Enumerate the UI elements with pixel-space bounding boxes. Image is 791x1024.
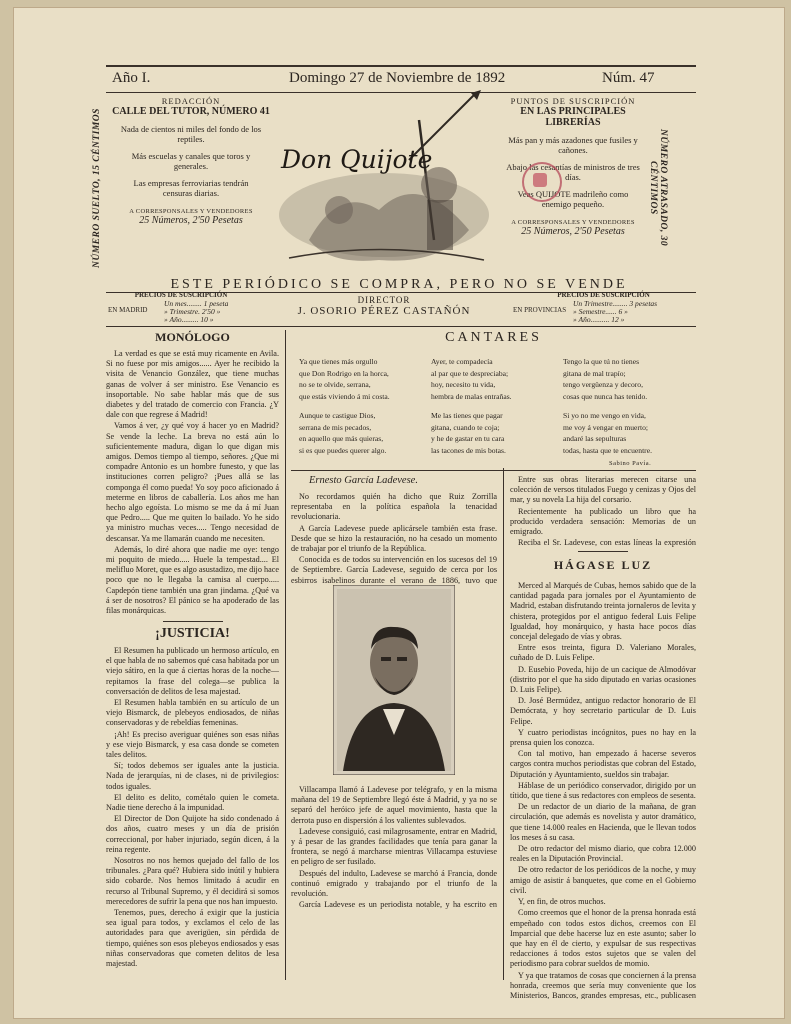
header-right <box>494 96 652 237</box>
paragraph: Entre esos treinta, figura D. Valeriano Morales, cuñado de D. Luis Felipe. <box>510 643 696 663</box>
article-garcia-bottom <box>291 785 497 910</box>
article-title: Ernesto García Ladevese. <box>309 475 418 486</box>
verse: tengo vergüenza y decoro, <box>563 380 643 389</box>
verse: me voy á vengar en muerto; <box>563 422 648 432</box>
article-title: CANTARES <box>445 330 542 345</box>
paragraph: Tenemos, pues, derecho á exigir que la justicia sea igual para todos, y exclamos el celo de las autoridades para que averigüen, sin pérdida de tiempo, quiénes son esos plebeyos endiosados y esas niñas conservadoras que cometen delitos de lesa majestad. <box>106 908 279 969</box>
column-left <box>106 330 279 971</box>
header-left <box>112 96 270 226</box>
column-rule <box>285 330 286 980</box>
motto: ESTE PERIÓDICO SE COMPRA, PERO NO SE VENDE <box>170 277 628 292</box>
verse: Aunque te castigue Dios, <box>299 411 376 420</box>
suscripcion-label: PUNTOS DE SUSCRIPCIÓN <box>510 96 636 106</box>
paragraph: Conocida es de todos su intervención en los sucesos del 19 de Septiembre. García Ladevese, seguido de cerca por los esbirros isabelinos durante el verano de 1886, tuvo que <box>291 555 497 584</box>
year-label: Año I. <box>112 70 151 86</box>
paragraph: Merced al Marqués de Cubas, hemos sabido que de la cantidad pagada para jornales por el Ayuntamiento de Madrid, estaban disfrutando treinta jornaleros de levita y chistera, protegidos por el antiguo federal Luis Felipe Igualdad, hoy monárquico, y hasta hace pocos días concejal delegado de vías y obras. <box>510 581 696 642</box>
masthead-title: Don Quijote <box>281 145 433 174</box>
verse: en aquello que más quieras, <box>299 434 384 443</box>
subs-heading: PRECIOS DE SUSCRIPCIÓN <box>557 291 650 299</box>
slogan: Más escuelas y canales que toros y generales. <box>131 151 251 171</box>
paragraph: Ladevese consiguió, casi milagrosamente, entrar en Madrid, y á pesar de las grandes facilidades que tenía para ganar la frontera, se negó á marcharse mientras Villacampa estuviese en peligro de ser fusilado. <box>291 826 497 867</box>
paragraph: García Ladevese es un periodista notable, y ha escrito en <box>299 900 497 910</box>
verse: todas, hasta que te encuentre. <box>563 445 652 455</box>
article-title: HÁGASE LUZ <box>553 558 653 572</box>
slogan: Abajo las cesantías de ministros de tres días. <box>506 162 640 182</box>
slogan: Nada de cientos ni miles del fondo de los reptiles. <box>120 124 262 144</box>
verse: Me las tienes que pagar <box>431 411 503 420</box>
subs-madrid-label: EN MADRID <box>108 306 148 314</box>
subs-row: » Trimestre. 2'50 » <box>164 307 221 316</box>
article-justicia <box>106 646 279 971</box>
subs-madrid <box>106 289 256 325</box>
paragraph: Sí; todos debemos ser iguales ante la justicia. Nada de jerarquías, ni de clases, ni de privilegios: todos iguales. <box>106 761 279 791</box>
paragraph: Vamos á ver, ¿y qué voy á hacer yo en Madrid? Se vende la leche. La breva no está aún lo suficientemente madura, digan lo que digan mis amigos. Demos tiempo al tiempo, señores. ¿Que mi compadre Antonio es un hombre funesto, y que las instituciones corren peligro? ¡Pues allá se las componga él como pueda! Yo soy poco aficionado á meterme en libros de caballería. Los años me han hecho algo egoísta. Lo mismo se me da á mí Juan que Pedro..... Que me quiten lo bailado. Yo he sido ya ministro muchas veces..... Tengo necesidad de descansar. Ya me llamarán cuando me necesiten. <box>106 421 279 543</box>
paragraph: De otro redactor de los periódicos de la noche, y muy amigo de asistir á banquetes, que come en el Gobierno civil. <box>510 865 696 895</box>
verse: gitana, cuando te coja; <box>431 422 500 432</box>
verse: Ayer, te compadecía <box>431 357 493 366</box>
verse: Ya que tienes más orgullo <box>299 357 378 366</box>
paragraph: Nosotros no nos hemos quejado del fallo de los tribunales. ¿Para qué? Hubiera sido inútil y hubiera sido cobarde. Nos hemos limitado á acudir en recurso al Tribunal Supremo, y él decidirá si somos merecedores de sufrir la pena que nos han impuesto. <box>106 856 279 906</box>
verse: gitana de mal trapío; <box>563 368 626 378</box>
suscripcion-places: EN LAS PRINCIPALES LIBRERÍAS <box>520 106 626 128</box>
paragraph: Y cuatro periodistas incógnitos, pues no hay en la prensa quien los conozca. <box>510 727 696 748</box>
subs-row: » Año.......... 12 » <box>573 315 625 324</box>
paragraph: Además, lo diré ahora que nadie me oye: tengo mi poquito de miedo..... Huele la tempestad.... El melifluo Moret, que es algo asustadizo, me dijo hace poco que no le llegaba la camisa al cuerpo..... Capdepón tiene también una gran jindama. ¿Qué va á ser de nosotros? El pánico se ha apoderado de las filas monárquicas. <box>106 544 279 616</box>
verse: Tengo la que tú no tienes <box>563 357 640 366</box>
stanza <box>431 356 512 402</box>
verse: y he de gastar en tu cara <box>431 434 505 443</box>
portrait-image <box>333 585 455 775</box>
stanza <box>431 410 506 456</box>
paragraph: A García Ladevese puede aplicársele también esta frase. Desde que se hizo la restauración, no ha cesado un momento de trabajar por el triunfo de la República. <box>291 523 497 554</box>
side-price-right: NÚMERO ATRASADO, 30 CÉNTIMOS <box>648 129 668 247</box>
slogan: Veas QUIJOTE madrileño como enemigo pequeño. <box>517 189 629 209</box>
verse: al par que te despreciaba; <box>431 368 509 378</box>
paragraph: Entre sus obras literarias merecen citarse una colección de versos titulados Fuego y cenizas y Ojos del mar, y su novela La hija del corsario. <box>510 475 696 505</box>
issue-date: Domingo 27 de Noviembre de 1892 <box>289 70 506 86</box>
paragraph: El Director de Don Quijote ha sido condenado á dos años, cuatro meses y un día de prisión correccional, por haber injuriado, según dicen, á la reina regente. <box>106 814 279 854</box>
top-rule <box>106 65 696 67</box>
slogan: Las empresas ferroviarias tendrán censuras diarias. <box>133 178 249 198</box>
issue-number: Núm. 47 <box>602 70 655 86</box>
redaccion-address: CALLE DEL TUTOR, NÚMERO 41 <box>112 106 270 117</box>
verse: que Don Rodrigo en la horca, <box>299 368 389 378</box>
corresponsales-label: A CORRESPONSALES Y VENDEDORES <box>129 208 253 215</box>
paragraph: De otro redactor del mismo diario, que cobra 12.000 reales en la Diputación Provincial. <box>510 844 696 864</box>
paragraph: El Resumen habla también en su artículo de un viejo Bismarck, de plebeyos endiosados, de niñas conservadoras y de rebeldías femeninas. <box>106 698 279 728</box>
article-title: ¡JUSTICIA! <box>155 626 230 641</box>
slogan: Más pan y más azadones que fusiles y cañones. <box>508 135 638 155</box>
paragraph: Como creemos que el honor de la prensa honrada está empeñado con todos estos dichos, creemos con El Imparcial que debe hacerse luz en este asunto; saber lo que hay en él de cierto, y expulsar de sus respectivas redacciones á todos estos sujetos que se valen del periodismo para cobrar sueldos de momio. <box>510 908 696 969</box>
director-label: DIRECTOR <box>357 295 411 305</box>
subs-provinces-label: EN PROVINCIAS <box>513 306 567 314</box>
cantares-section <box>291 330 696 467</box>
article-monologo <box>106 349 279 617</box>
section-rule <box>291 470 696 471</box>
verse: si es que puedes querer algo. <box>299 445 387 455</box>
stanza <box>299 410 386 456</box>
column-middle <box>291 475 497 910</box>
article-garcia-top <box>291 492 497 584</box>
column-rule <box>503 468 504 980</box>
verse: hembra de malas entrañas. <box>431 391 512 401</box>
paragraph: La verdad es que se está muy ricamente en Avila. Si no fuese por mis amigos...... Ayer he recibido la visita de Venancio González, que tiene muchas ganas de volver á ser ministro. Ese Venancio es insoportable. No sabe hablar más que de sus diabetes y del tratado de comercio con Francia. ¿Y dale con que regrese á Madrid! <box>106 349 279 420</box>
library-stamp-icon <box>522 162 562 202</box>
paragraph: D. Eusebio Poveda, hijo de un cacique de Almodóvar (distrito por el que ha sido diputado en varias ocasiones D. Luis Felipe). <box>510 664 696 695</box>
paragraph: El delito es delito, cométalo quien le cometa. Nadie tiene derecho á la impunidad. <box>106 792 279 813</box>
subs-row: Un Trimestre........ 3 pesetas <box>573 299 658 308</box>
stanza <box>563 410 652 456</box>
subs-provinces <box>511 289 696 325</box>
paragraph <box>106 970 279 971</box>
paragraph: ¡Ah! Es preciso averiguar quiénes son esas niñas y ese viejo Bismarck, y esa casa donde se cometen tales delitos. <box>106 729 279 760</box>
bulk-price: 25 Números, 2'50 Pesetas <box>139 215 243 226</box>
stanza <box>563 356 647 402</box>
redaccion-label: REDACCIÓN <box>161 96 221 106</box>
subs-row: » Año......... 10 » <box>164 315 214 324</box>
paragraph: De un redactor de un diario de la mañana, de gran circulación, que además es novelista y autor dramático, que tiene 14.000 reales en Hacienda, que le llevan todos los meses á su casa. <box>510 802 696 842</box>
paragraph: Después del indulto, Ladevese se marchó á Francia, donde continuó emigrado y trabajando por el triunfo de la revolución. <box>291 868 497 899</box>
article-hagase-luz <box>510 581 696 999</box>
verse: andaré las sepulturas <box>563 434 627 443</box>
paragraph: El Resumen ha publicado un hermoso artículo, en el que habla de no sabemos qué casa habitada por un viejo sátiro, en la que á ciertas horas de la noche—repitamos la frase del colega—se publica la conversación de delitos de lesa majestad. <box>106 646 279 696</box>
subs-row: Un mes........ 1 peseta <box>164 299 229 308</box>
verse: hoy, necesito tu vida, <box>431 380 496 389</box>
bulk-price: 25 Números, 2'50 Pesetas <box>521 226 625 237</box>
paragraph: Recientemente ha publicado un libro que ha producido verdadera sensación: Memorias de un emigrado. <box>510 506 696 537</box>
article-garcia-end <box>510 475 696 547</box>
subs-heading: PRECIOS DE SUSCRIPCIÓN <box>134 291 228 299</box>
paragraph: Villacampa llamó á Ladevese por telégrafo, y en la misma mañana del 19 de Septiembre llegó éste á Madrid, y ya no se separó del heróico jefe de aquel movimiento, hasta que la derrota puso en dispersión á los valientes sublevados. <box>291 785 497 825</box>
masthead-illustration <box>269 90 499 270</box>
paragraph: Reciba el Sr. Ladevese, con estas líneas la expresión <box>518 538 696 547</box>
paragraph: Y, en fin, de otros muchos. <box>518 897 606 907</box>
side-price-left: NÚMERO SUELTO, 15 CÉNTIMOS <box>92 108 102 268</box>
verse: no se te olvide, serrana, <box>299 380 371 389</box>
paragraph: Háblase de un periódico conservador, dirigido por un títido, que tiene á sus redactores con empleos de sesenta. <box>510 780 696 801</box>
verse: serrana de mis pecados, <box>299 422 372 432</box>
stanza <box>299 356 390 402</box>
subs-rule <box>106 326 696 327</box>
director-box <box>259 289 509 325</box>
article-title: MONÓLOGO <box>155 330 230 344</box>
paragraph: No recordamos quién ha dicho que Ruiz Zorrilla representaba en la política española la tenacidad revolucionaria. <box>291 492 497 522</box>
poem-signature: Sabino Pavía. <box>609 460 652 467</box>
paragraph: D. José Bermúdez, antiguo redactor honorario de El Demócrata, y hoy secretario particular de D. Luis Felipe. <box>510 696 696 726</box>
subs-row: » Semestre...... 6 » <box>573 307 628 316</box>
newspaper-page <box>14 8 784 1018</box>
column-right <box>510 475 696 999</box>
paragraph: Y ya que tratamos de cosas que conciernen á la prensa honrada, creemos que sería muy conveniente que los Ministerios, Bancos, grandes empresas, etc., publicasen <box>510 970 696 999</box>
verse: Si yo no me vengo en vida, <box>563 411 646 420</box>
corresponsales-label: A CORRESPONSALES Y VENDEDORES <box>511 219 635 226</box>
verse: que estás viviendo á mi costa. <box>299 391 390 401</box>
director-name: J. OSORIO PÉREZ CASTAÑÓN <box>297 305 471 317</box>
verse: las tacones de mis botas. <box>431 445 506 455</box>
verse: cosas que nunca has tenido. <box>563 391 648 401</box>
paragraph: Con tal motivo, han empezado á hacerse severos cargos contra muchos periodistas que cobran del Estado, Diputación y Ayuntamiento, sueldos sin trabajar. <box>510 749 696 779</box>
